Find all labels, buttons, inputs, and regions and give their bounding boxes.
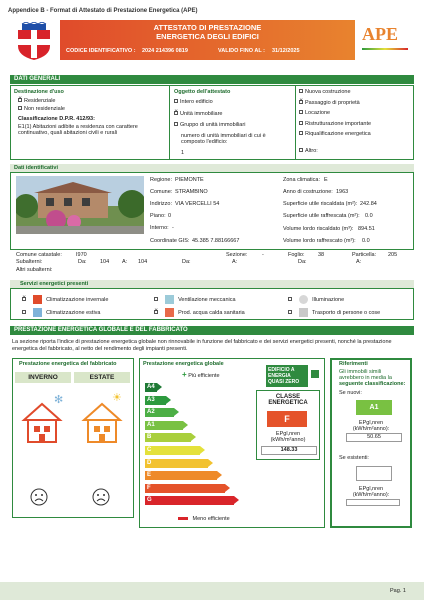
energy-class-value: F: [267, 411, 307, 427]
subalterni-label: Subalterni:: [16, 259, 43, 265]
service-hot-water: × Prod. acqua calda sanitaria: [154, 308, 245, 317]
elevator-icon: [299, 308, 308, 317]
piemonte-crest-icon: [14, 22, 54, 62]
references-desc-3: seguente classificazione:: [339, 381, 406, 387]
header-title-1: ATTESTATO DI PRESTAZIONE: [153, 23, 262, 32]
checkbox-icon: [288, 297, 292, 301]
checkbox-checked-icon: [154, 310, 158, 314]
building-photo: [16, 176, 144, 234]
summer-sad-face-icon: [92, 488, 110, 506]
ape-logo: APE: [362, 24, 412, 54]
heated-volume-value: 894.51: [358, 226, 375, 232]
checkbox-icon: [154, 297, 158, 301]
winter-label: INVERNO: [15, 372, 71, 383]
energy-class-bar-e: E: [145, 471, 217, 480]
cooled-volume-label: Volume lordo raffrescato (m³):: [283, 238, 356, 244]
energy-class-bar-g: G: [145, 496, 234, 505]
checkbox-icon: [299, 131, 303, 135]
lightbulb-icon: [299, 295, 308, 304]
energy-class-bar-f: F: [145, 484, 225, 493]
group-option: Gruppo di unità immobiliari: [174, 122, 245, 129]
hot-water-icon: [165, 308, 174, 317]
sun-icon: ☀: [112, 392, 122, 404]
heated-volume-label: Volume lordo riscaldato (m³):: [283, 226, 354, 232]
energy-class-box: [256, 390, 320, 460]
inner-label: Interno:: [150, 225, 169, 231]
code-label: CODICE IDENTIFICATIVO :: [66, 48, 136, 54]
energy-class-bar-b: B: [145, 433, 191, 442]
header-banner: [60, 20, 355, 60]
checkbox-icon: [299, 110, 303, 114]
address-value: VIA VERCELLI 54: [175, 201, 220, 207]
checkbox-icon: [174, 122, 178, 126]
performance-intro-2: energetica del fabbricato, al netto del rendimento degli impianti presenti.: [12, 346, 188, 352]
other-subalterni-label: Altri subalterni:: [16, 267, 53, 273]
subalterni-from-value-1: 104: [100, 259, 110, 265]
cadastre-foglio-value: 38: [318, 252, 325, 258]
inner-value: -: [172, 225, 174, 231]
plus-icon: +: [182, 370, 187, 379]
region-label: Regione:: [150, 177, 173, 183]
comune-value: STRAMBINO: [175, 189, 208, 195]
units-count-label-1: numero di unità immobiliari di cui è: [181, 133, 266, 139]
checkbox-checked-icon: [22, 297, 26, 301]
existing-class-value: [356, 466, 392, 481]
class-label-1: CLASSE: [275, 394, 301, 400]
existing-epgl-value: [346, 499, 400, 506]
snowflake-icon: ✻: [54, 394, 64, 406]
floor-value: 0: [168, 213, 172, 219]
cadastre-comune-value: I970: [76, 252, 87, 258]
section-performance-title: PRESTAZIONE ENERGETICA GLOBALE E DEL FABBRICATO: [10, 326, 414, 335]
performance-intro-1: La sezione riporta l'indice di prestazione energetica globale non rinnovabile in funzione del fabbricato e dei servizi energetici presenti, nonché la prestazione: [12, 339, 392, 345]
energy-class-bar-a2: A2: [145, 408, 174, 417]
epgl-value: 148.33: [261, 446, 317, 455]
lease-option: Locazione: [299, 110, 330, 117]
identity-title: Dati identificativi: [14, 165, 59, 171]
service-ventilation: Ventilazione meccanica: [154, 295, 236, 304]
nzeb-line-3: QUASI ZERO: [268, 379, 300, 385]
nzeb-box: [266, 365, 308, 387]
non-residential-option: Non residenziale: [18, 106, 65, 113]
subalterni-from-label-2: Da:: [182, 259, 191, 265]
subalterni-to-label-1: A:: [122, 259, 128, 265]
classification-label: Classificazione D.P.R. 412/93:: [18, 116, 95, 122]
gis-value: 45.385 7.88166667: [192, 238, 240, 244]
checkbox-icon: [22, 310, 26, 314]
summer-house-icon: [80, 400, 124, 444]
checkbox-checked-icon: [18, 98, 22, 102]
checkbox-icon: [18, 106, 22, 110]
energy-class-bar-d: D: [145, 459, 208, 468]
nzeb-line-2: ENERGIA: [268, 373, 291, 379]
other-option: Altro:: [299, 148, 318, 155]
checkbox-icon: [299, 121, 303, 125]
renovation-option: Ristrutturazione importante: [299, 121, 371, 128]
winter-sad-face-icon: [30, 488, 48, 506]
construction-year-label: Anno di costruzione:: [283, 189, 333, 195]
heating-icon: [33, 295, 42, 304]
services-title: Servizi energetici presenti: [20, 281, 89, 287]
cooling-icon: [33, 308, 42, 317]
heated-surface-value: 242.84: [360, 201, 377, 207]
new-class-value: A1: [356, 400, 392, 415]
existing-epgl-label-1: EPgl,nren: [358, 486, 384, 492]
cadastre-particella-value: 205: [388, 252, 398, 258]
new-epgl-label-1: EPgl,nren: [358, 420, 384, 426]
cadastre-sezione-label: Sezione:: [226, 252, 248, 258]
cooled-volume-value: 0.0: [362, 238, 370, 244]
appendix-title: Appendice B - Format di Attestato di Prestazione Energetica (APE): [8, 8, 198, 14]
cadastre-sezione-value: -: [262, 252, 264, 258]
whole-building-option: Intero edificio: [174, 99, 213, 106]
subalterni-to-value-1: 104: [138, 259, 148, 265]
checkbox-checked-icon: [299, 100, 303, 104]
energy-class-bar-a4: A4: [145, 383, 157, 392]
new-build-option: Nuova costruzione: [299, 89, 351, 96]
new-buildings-label: Se nuovi:: [339, 390, 362, 396]
nzeb-checkbox-icon: [310, 369, 320, 379]
units-count-value: 1: [181, 150, 185, 156]
existing-epgl-label-2: (kWh/m²anno):: [352, 492, 390, 498]
service-transport: Trasporto di persone o cose: [288, 308, 380, 317]
subalterni-to-label-3: A:: [356, 259, 362, 265]
construction-year-value: 1963: [336, 189, 349, 195]
ventilation-icon: [165, 295, 174, 304]
cadastre-particella-label: Particella:: [352, 252, 377, 258]
section-general-title: DATI GENERALI: [10, 75, 414, 84]
service-heating: × Climatizzazione invernale: [22, 295, 108, 304]
use-title: Destinazione d'uso: [14, 89, 64, 95]
building-performance-title: Prestazione energetica del fabbricato: [19, 361, 117, 367]
checkbox-icon: [288, 310, 292, 314]
cadastre-foglio-label: Foglio:: [288, 252, 305, 258]
region-value: PIEMONTE: [175, 177, 204, 183]
checkbox-icon: [299, 148, 303, 152]
residential-option: ×Residenziale: [18, 98, 56, 105]
checkbox-icon: [299, 89, 303, 93]
valid-label: VALIDO FINO AL :: [218, 48, 265, 54]
subalterni-to-label-2: A:: [232, 259, 238, 265]
code-value: 2024 214396 0819: [142, 48, 188, 54]
address-label: Indirizzo:: [150, 201, 173, 207]
comune-label: Comune:: [150, 189, 173, 195]
minus-icon: [178, 517, 188, 520]
service-cooling: Climatizzazione estiva: [22, 308, 100, 317]
global-performance-title: Prestazione energetica globale: [143, 361, 224, 367]
checkbox-checked-icon: [174, 111, 178, 115]
unit-option: ×Unità immobiliare: [174, 111, 223, 118]
cooled-surface-value: 0.0: [365, 213, 373, 219]
summer-label: ESTATE: [74, 372, 130, 383]
energy-class-bar-a1: A1: [145, 421, 183, 430]
classification-desc-1: E1(1) Abitazioni adibite a residenza con carattere: [18, 124, 138, 130]
cadastre-comune-label: Comune catastale:: [16, 252, 62, 258]
valid-value: 31/12/2025: [272, 48, 300, 54]
header-title-2: ENERGETICA DEGLI EDIFICI: [156, 32, 259, 41]
new-epgl-value: 50.65: [346, 433, 402, 442]
references-desc-1: Gli immobili simili: [339, 369, 382, 375]
existing-buildings-label: Se esistenti:: [339, 455, 369, 461]
new-epgl-label-2: (kWh/m²anno):: [352, 426, 390, 432]
transfer-option: ×Passaggio di proprietà: [299, 100, 360, 107]
gis-label: Coordinate GIS:: [150, 238, 190, 244]
subalterni-from-label-3: Da:: [298, 259, 307, 265]
references-desc-2: avrebbero in media la: [339, 375, 392, 381]
units-count-label-2: composto l'edificio:: [181, 139, 228, 145]
floor-label: Piano:: [150, 213, 166, 219]
classification-desc-2: continuativo, quali abitazioni civili e rurali: [18, 130, 118, 136]
less-efficient-label: Meno efficiente: [178, 516, 230, 523]
subalterni-from-label-1: Da:: [78, 259, 87, 265]
object-title: Oggetto dell'attestato: [174, 89, 231, 95]
energy-class-bar-c: C: [145, 446, 200, 455]
service-lighting: Illuminazione: [288, 295, 344, 304]
page-number: Pag. 1: [390, 588, 406, 594]
nzeb-line-1: EDIFICIO A: [268, 367, 295, 373]
cooled-surface-label: Superficie utile raffrescata (m²):: [283, 213, 360, 219]
climate-zone-value: E: [324, 177, 328, 183]
climate-zone-label: Zona climatica:: [283, 177, 320, 183]
energy-class-bar-a3: A3: [145, 396, 166, 405]
heated-surface-label: Superficie utile riscaldata (m²):: [283, 201, 358, 207]
more-efficient-label: + Più efficiente: [182, 370, 220, 379]
epgl-label-1: EPgl,nren: [275, 431, 301, 437]
epgl-label-2: (kWh/m²anno): [270, 437, 306, 443]
checkbox-icon: [174, 99, 178, 103]
references-title: Riferimenti: [339, 361, 368, 367]
requalification-option: Riqualificazione energetica: [299, 131, 371, 138]
class-label-2: ENERGETICA: [268, 400, 308, 406]
